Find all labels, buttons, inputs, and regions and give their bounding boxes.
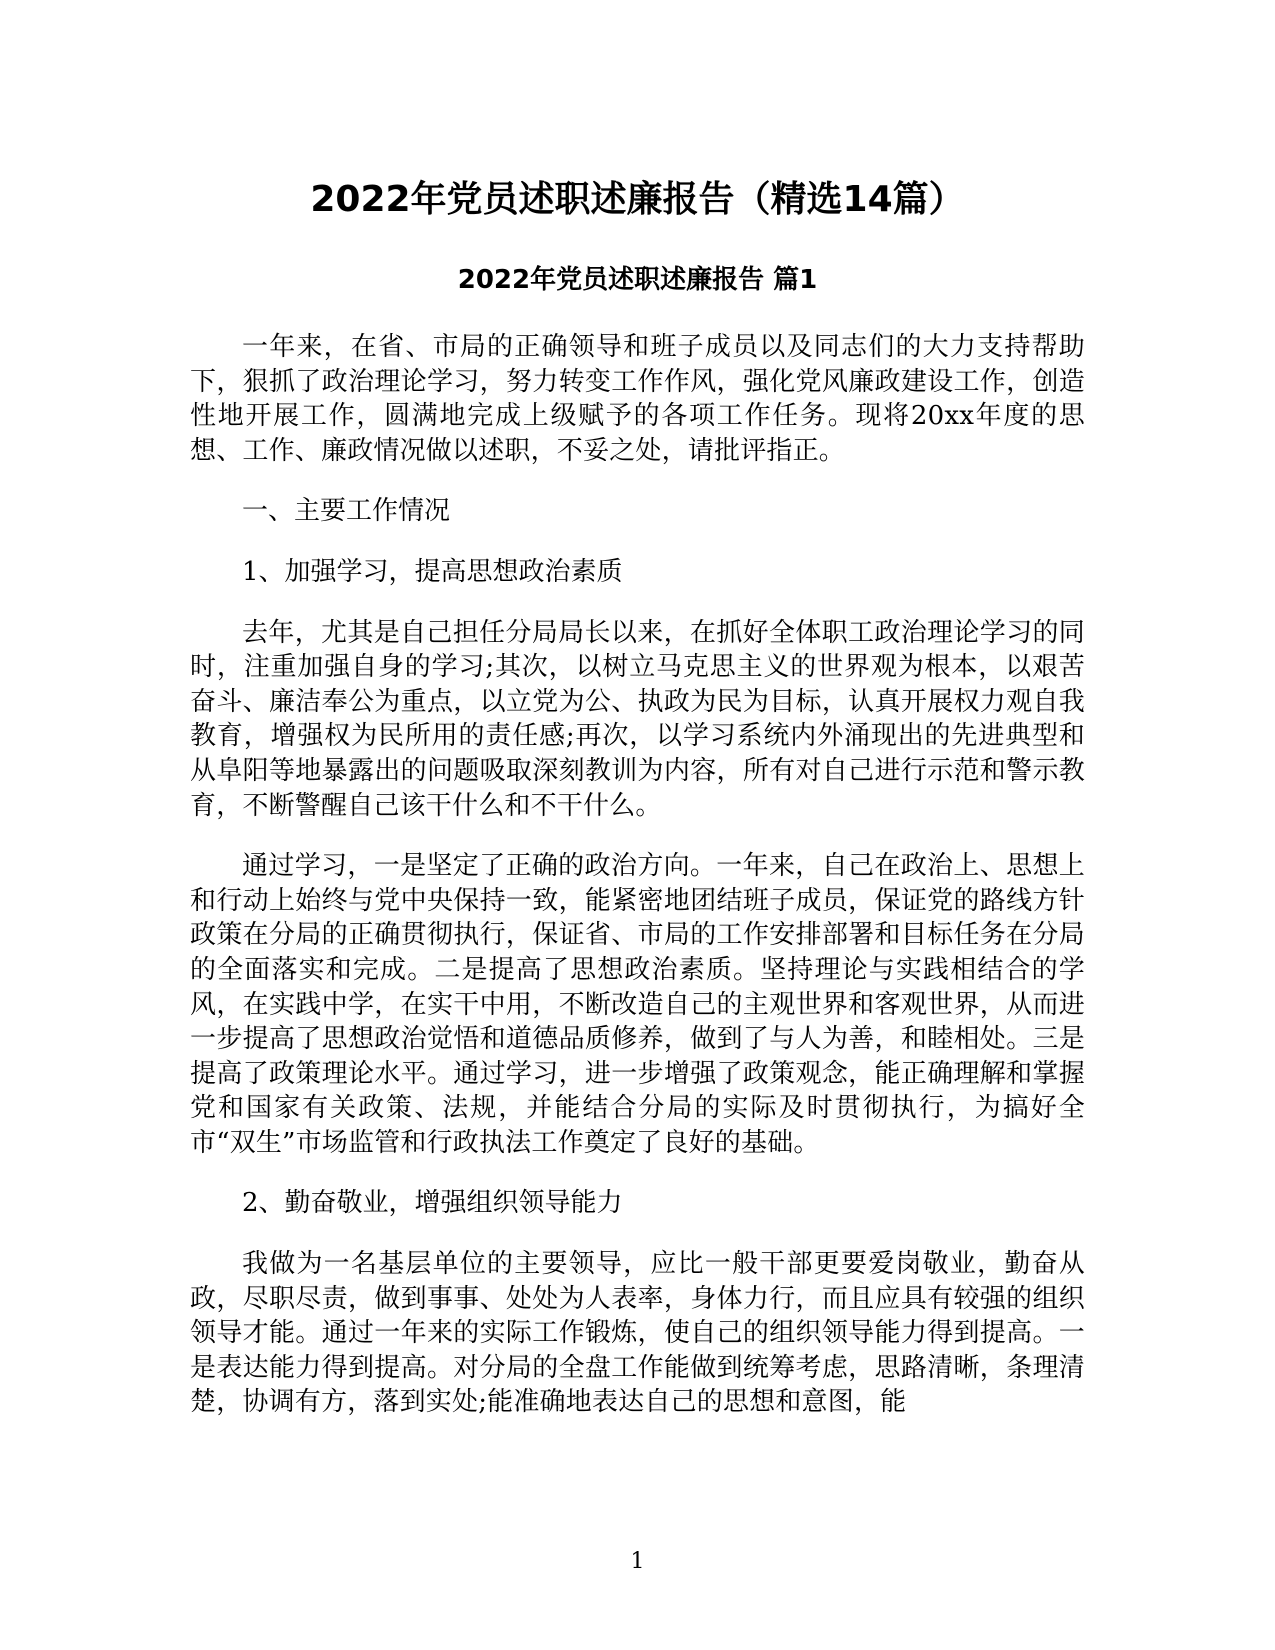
paragraph-leadership-detail: 我做为一名基层单位的主要领导，应比一般干部更要爱岗敬业，勤奋从政，尽职尽责，做到事事、处处为人表率，身体力行，而且应具有较强的组织领导才能。通过一年来的实际工作锻炼，使自己的组织领导能力得到提高。一是表达能力得到提高。对分局的全盘工作能做到统筹考虑，思路清晰，条理清楚，协调有方，落到实处;能准确地表达自己的思想和意图，能 — [190, 1249, 1085, 1418]
paragraph-study-results: 通过学习，一是坚定了正确的政治方向。一年来，自己在政治上、思想上和行动上始终与党中央保持一致，能紧密地团结班子成员，保证党的路线方针政策在分局的正确贯彻执行，保证省、市局的工作安排部署和目标任务在分局的全面落实和完成。二是提高了思想政治素质。坚持理论与实践相结合的学风，在实践中学，在实干中用，不断改造自己的主观世界和客观世界，从而进一步提高了思想政治觉悟和道德品质修养，做到了与人为善，和睦相处。三是提高了政策理论水平。通过学习，进一步增强了政策观念，能正确理解和掌握党和国家有关政策、法规，并能结合分局的实际及时贯彻执行，为搞好全市“双生”市场监管和行政执法工作奠定了良好的基础。 — [190, 851, 1085, 1158]
page-number: 1 — [630, 1549, 645, 1574]
heading-main-work: 一、主要工作情况 — [242, 496, 451, 527]
section-subtitle: 2022年党员述职述廉报告 篇1 — [457, 265, 818, 295]
heading-study: 1、加强学习，提高思想政治素质 — [242, 556, 623, 587]
paragraph-intro: 一年来，在省、市局的正确领导和班子成员以及同志们的大力支持帮助下，狠抓了政治理论学习，努力转变工作作风，强化党风廉政建设工作，创造性地开展工作，圆满地完成上级赋予的各项工作任务。现将20xx年度的思想、工作、廉政情况做以述职，不妥之处，请批评指正。 — [190, 332, 1085, 466]
document-title: 2022年党员述职述廉报告（精选14篇） — [310, 179, 965, 220]
heading-leadership: 2、勤奋敬业，增强组织领导能力 — [242, 1188, 623, 1219]
paragraph-study-detail: 去年，尤其是自己担任分局局长以来，在抓好全体职工政治理论学习的同时，注重加强自身的学习;其次，以树立马克思主义的世界观为根本，以艰苦奋斗、廉洁奉公为重点，以立党为公、执政为民为目标，认真开展权力观自我教育，增强权为民所用的责任感;再次，以学习系统内外涌现出的先进典型和从阜阳等地暴露出的问题吸取深刻教训为内容，所有对自己进行示范和警示教育，不断警醒自己该干什么和不干什么。 — [190, 617, 1085, 821]
document-body — [190, 330, 1085, 1446]
